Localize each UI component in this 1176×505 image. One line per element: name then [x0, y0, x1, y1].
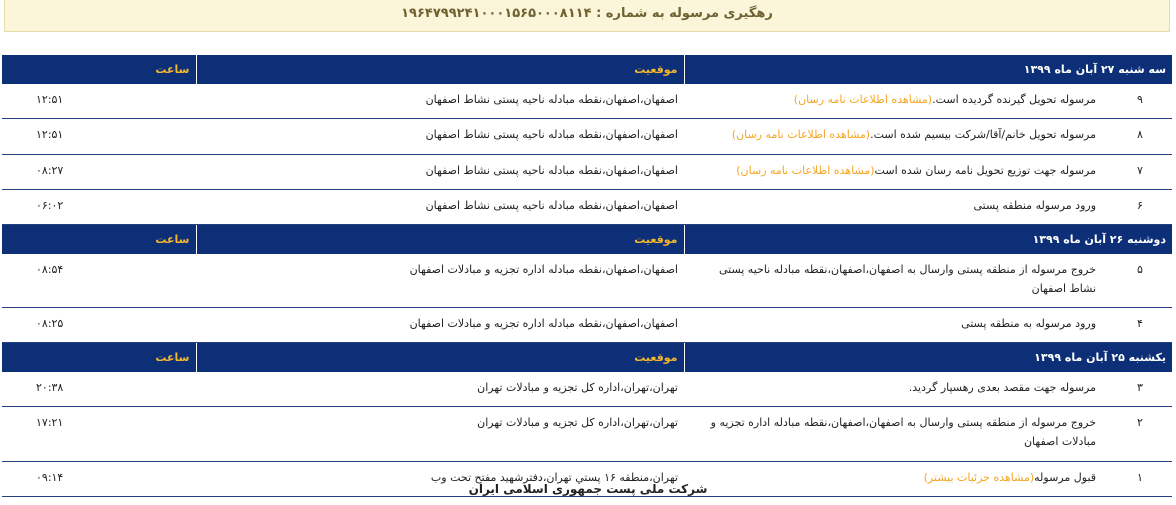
day-group — [2, 343, 1172, 497]
view-postman-info-link[interactable]: (مشاهده اطلاعات نامه رسان) — [731, 128, 871, 142]
event-time: ۰۸:۲۵ — [2, 308, 196, 343]
event-description: خروج مرسوله از منطقه پستی وارسال به اصفهان،اصفهان،نقطه مبادله ناحیه پستی نشاط اصفهان — [684, 254, 1102, 308]
event-number: ۶ — [1102, 189, 1172, 224]
event-description — [684, 84, 1102, 119]
tracking-header — [4, 0, 1170, 32]
event-description-text: مرسوله تحویل خانم/آقا/شرکت بیسیم شده است. — [870, 128, 1097, 142]
event-number: ۴ — [1102, 308, 1172, 343]
tracking-table — [2, 55, 1172, 497]
event-time: ۲۰:۳۸ — [2, 372, 196, 407]
location-column-header: موقعیت — [196, 343, 684, 372]
day-header — [2, 55, 1172, 84]
event-row — [2, 372, 1172, 407]
view-more-details-link[interactable]: (مشاهده جزئیات بیشتر) — [923, 470, 1035, 484]
event-row — [2, 189, 1172, 224]
event-time: ۰۸:۵۴ — [2, 254, 196, 308]
event-description — [684, 119, 1102, 154]
day-date: دوشنبه ۲۶ آبان ماه ۱۳۹۹ — [684, 225, 1172, 254]
day-header — [2, 343, 1172, 372]
event-location: اصفهان،اصفهان،نقطه مبادله اداره تجزیه و مبادلات اصفهان — [196, 254, 684, 308]
event-time: ۱۷:۲۱ — [2, 407, 196, 462]
event-number: ۲ — [1102, 407, 1172, 462]
event-description-text: مرسوله جهت توزیع تحویل نامه رسان شده است — [874, 163, 1097, 177]
event-time: ۱۲:۵۱ — [2, 119, 196, 154]
event-row — [2, 154, 1172, 189]
event-number: ۵ — [1102, 254, 1172, 308]
event-number: ۱ — [1102, 461, 1172, 496]
event-description: ورود مرسوله منطقه پستی — [684, 189, 1102, 224]
day-date: سه شنبه ۲۷ آبان ماه ۱۳۹۹ — [684, 55, 1172, 84]
event-number: ۳ — [1102, 372, 1172, 407]
event-row — [2, 254, 1172, 308]
event-description: ورود مرسوله به منطقه پستی — [684, 308, 1102, 343]
event-location: اصفهان،اصفهان،نقطه مبادله ناحیه پستی نشاط اصفهان — [196, 154, 684, 189]
event-location: اصفهان،اصفهان،نقطه مبادله ناحیه پستی نشاط اصفهان — [196, 119, 684, 154]
event-location: تهران،تهران،اداره کل تجزیه و مبادلات تهران — [196, 372, 684, 407]
event-time: ۰۹:۱۴ — [2, 461, 196, 496]
event-number: ۹ — [1102, 84, 1172, 119]
day-group — [2, 55, 1172, 225]
event-location: اصفهان،اصفهان،نقطه مبادله ناحیه پستی نشاط اصفهان — [196, 84, 684, 119]
event-number: ۷ — [1102, 154, 1172, 189]
view-postman-info-link[interactable]: (مشاهده اطلاعات نامه رسان) — [793, 93, 933, 106]
event-location: اصفهان،اصفهان،نقطه مبادله اداره تجزیه و مبادلات اصفهان — [196, 308, 684, 343]
event-location: اصفهان،اصفهان،نقطه مبادله ناحیه پستی نشاط اصفهان — [196, 189, 684, 224]
event-row — [2, 407, 1172, 462]
event-description-text: مرسوله تحویل گیرنده گردیده است. — [932, 93, 1097, 106]
time-column-header: ساعت — [2, 55, 196, 84]
time-column-header: ساعت — [2, 225, 196, 254]
view-postman-info-link[interactable]: (مشاهده اطلاعات نامه رسان) — [736, 163, 875, 177]
event-time: ۰۶:۰۲ — [2, 189, 196, 224]
event-description: مرسوله جهت مقصد بعدی رهسپار گردید. — [684, 372, 1102, 407]
time-column-header: ساعت — [2, 343, 196, 372]
footer-company-name: شرکت ملی پست جمهوری اسلامی ایران — [468, 482, 708, 496]
event-time: ۰۸:۲۷ — [2, 154, 196, 189]
event-row — [2, 308, 1172, 343]
day-date: یکشنبه ۲۵ آبان ماه ۱۳۹۹ — [684, 343, 1172, 372]
event-description — [684, 154, 1102, 189]
event-location: تهران،تهران،اداره کل تجزیه و مبادلات تهران — [196, 407, 684, 462]
tracking-title: رهگیری مرسوله به شماره : ۱۹۶۴۷۹۹۲۴۱۰۰۰۱۵۶۵۰۰۰۸۱۱۴ — [401, 5, 773, 21]
event-time: ۱۲:۵۱ — [2, 84, 196, 119]
location-column-header: موقعیت — [196, 55, 684, 84]
event-row — [2, 84, 1172, 119]
event-row — [2, 119, 1172, 154]
day-group — [2, 225, 1172, 343]
event-description-text: قبول مرسوله — [1034, 470, 1097, 484]
event-number: ۸ — [1102, 119, 1172, 154]
event-description: خروج مرسوله از منطقه پستی وارسال به اصفهان،اصفهان،نقطه مبادله اداره تجزیه و مبادلات اصفهان — [684, 407, 1102, 462]
event-location: تهران،منطقه ۱۶ پستي تهران،دفترشهید مفتح تحت وب — [196, 461, 684, 496]
day-header — [2, 225, 1172, 254]
location-column-header: موقعیت — [196, 225, 684, 254]
